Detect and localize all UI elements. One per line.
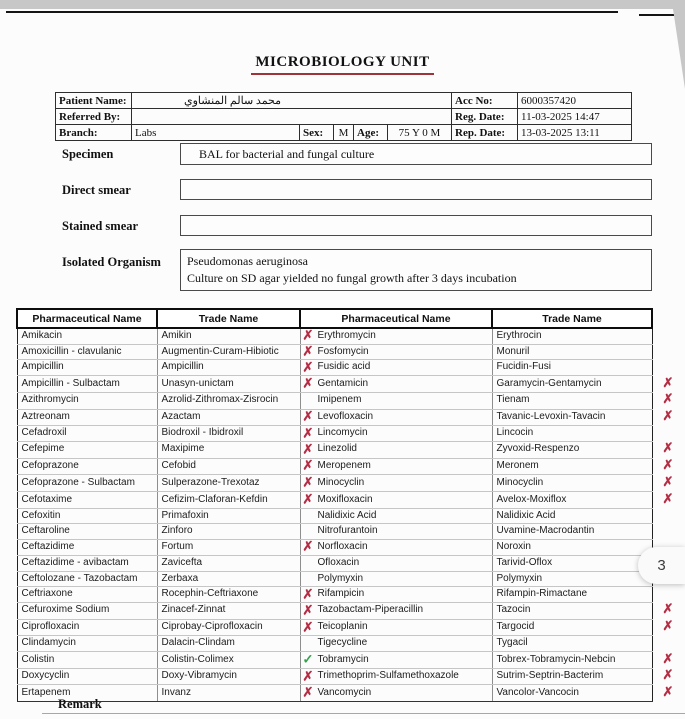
pharmaceutical-name-right-text: Gentamicin <box>317 377 369 389</box>
reg-date-value: 11-03-2025 14:47 <box>518 109 632 125</box>
antibiotic-row <box>17 360 681 376</box>
sex-value: M <box>334 125 354 141</box>
resistant-x-icon: ✗ <box>302 602 314 618</box>
edge-mark-cell <box>652 392 681 409</box>
pharmaceutical-name-left: Ceftriaxone <box>17 587 157 603</box>
pharmaceutical-name-left: Ertapenem <box>17 685 157 702</box>
resistant-x-icon: ✗ <box>302 359 314 375</box>
edge-mark-cell <box>652 328 681 344</box>
direct-smear-label: Direct smear <box>62 183 131 197</box>
antibiotic-row <box>17 492 681 509</box>
pharmaceutical-name-left: Cefepime <box>17 441 157 458</box>
pharmaceutical-name-right <box>300 409 492 426</box>
pharmaceutical-name-left: Doxycyclin <box>17 668 157 685</box>
trade-name-left: Rocephin-Ceftriaxone <box>157 587 300 603</box>
resistant-x-icon: ✗ <box>302 375 314 391</box>
resistant-x-icon: ✗ <box>662 668 674 683</box>
resistant-x-icon: ✗ <box>302 474 314 490</box>
edge-mark-cell <box>652 360 681 376</box>
trade-name-left: Ampicillin <box>157 360 300 376</box>
antibiotic-row <box>17 587 681 603</box>
trade-name-right: Tienam <box>492 392 652 409</box>
acc-no-value: 6000357420 <box>518 93 632 109</box>
trade-name-right: Tazocin <box>492 602 652 619</box>
page-title: MICROBIOLOGY UNIT <box>251 54 433 75</box>
pharmaceutical-name-right-text: Teicoplanin <box>317 621 368 633</box>
trade-name-left: Invanz <box>157 685 300 702</box>
resistant-x-icon: ✗ <box>662 684 674 699</box>
antibiotic-row <box>17 571 681 587</box>
isolated-organism-line2: Culture on SD agar yielded no fungal growth after 3 days incubation <box>187 271 517 285</box>
trade-name-left: Colistin-Colimex <box>157 652 300 669</box>
antibiotics-table-body <box>17 328 681 702</box>
antibiotic-row <box>17 376 681 393</box>
resistant-x-icon: ✗ <box>302 684 314 700</box>
antibiotic-row <box>17 458 681 475</box>
trade-name-right: Polymyxin <box>492 571 652 587</box>
pharmaceutical-name-left: Amikacin <box>17 328 157 344</box>
page-top-edge-line <box>6 11 618 13</box>
pharmaceutical-name-right <box>300 344 492 360</box>
patient-info-table <box>55 92 632 141</box>
referred-by-value <box>132 109 452 125</box>
acc-no-label: Acc No: <box>452 93 518 109</box>
rep-date-label: Rep. Date: <box>452 125 518 141</box>
pharmaceutical-name-left: Ceftazidime - avibactam <box>17 555 157 571</box>
pharmaceutical-name-right <box>300 652 492 669</box>
resistant-x-icon: ✗ <box>662 458 674 473</box>
trade-name-left: Amikin <box>157 328 300 344</box>
stained-smear-value-box <box>180 215 652 236</box>
antibiotics-header-row <box>17 309 681 328</box>
pharmaceutical-name-right <box>300 668 492 685</box>
resistant-x-icon: ✗ <box>302 458 314 474</box>
pharmaceutical-name-right <box>300 392 492 409</box>
reg-date-label: Reg. Date: <box>452 109 518 125</box>
antibiotic-row <box>17 426 681 442</box>
trade-name-left: Doxy-Vibramycin <box>157 668 300 685</box>
edge-mark-cell <box>652 668 681 685</box>
antibiotic-row <box>17 619 681 636</box>
resistant-x-icon: ✗ <box>662 602 674 617</box>
edge-mark-cell <box>652 426 681 442</box>
header-trade-left: Trade Name <box>157 309 300 328</box>
sensitive-check-icon: ✓ <box>302 651 314 667</box>
antibiotic-row <box>17 475 681 492</box>
resistant-x-icon: ✗ <box>302 441 314 457</box>
patient-row-3 <box>56 125 632 141</box>
trade-name-left: Azrolid-Zithromax-Zisrocin <box>157 392 300 409</box>
pharmaceutical-name-left: Cefoprazone - Sulbactam <box>17 475 157 492</box>
patient-name-value: محمد سالم المنشاوي <box>132 93 452 109</box>
patient-row-2 <box>56 109 632 125</box>
resistant-x-icon: ✗ <box>662 474 674 489</box>
trade-name-right: Uvamine-Macrodantin <box>492 524 652 540</box>
pharmaceutical-name-right-text: Levofloxacin <box>317 411 374 423</box>
trade-name-right: Tarivid-Oflox <box>492 555 652 571</box>
edge-mark-cell <box>652 619 681 636</box>
pharmaceutical-name-right-text: Ofloxacin <box>317 556 360 568</box>
scan-corner-shade <box>673 9 685 89</box>
antibiotic-row <box>17 540 681 556</box>
trade-name-left: Zinacef-Zinnat <box>157 602 300 619</box>
pharmaceutical-name-right-text: Tazobactam-Piperacillin <box>317 604 424 616</box>
edge-mark-cell <box>652 344 681 360</box>
antibiotic-row <box>17 685 681 702</box>
pharmaceutical-name-right <box>300 376 492 393</box>
resistant-x-icon: ✗ <box>302 409 314 425</box>
resistant-x-icon: ✗ <box>662 651 674 666</box>
pharmaceutical-name-right <box>300 587 492 603</box>
pharmaceutical-name-left: Cefoxitin <box>17 508 157 524</box>
specimen-label: Specimen <box>62 147 114 161</box>
antibiotic-row <box>17 441 681 458</box>
age-label: Age: <box>354 125 388 141</box>
trade-name-left: Augmentin-Curam-Hibiotic <box>157 344 300 360</box>
antibiotic-row <box>17 392 681 409</box>
header-trade-right: Trade Name <box>492 309 652 328</box>
pharmaceutical-name-left: Ampicillin - Sulbactam <box>17 376 157 393</box>
trade-name-right: Rifampin-Rimactane <box>492 587 652 603</box>
branch-value: Labs <box>132 125 300 141</box>
patient-row-1 <box>56 93 632 109</box>
isolated-organism-label: Isolated Organism <box>62 255 161 269</box>
pharmaceutical-name-left: Azithromycin <box>17 392 157 409</box>
edge-mark-cell <box>652 376 681 393</box>
pharmaceutical-name-left: Aztreonam <box>17 409 157 426</box>
antibiotic-row <box>17 508 681 524</box>
pharmaceutical-name-right-text: Imipenem <box>317 394 362 406</box>
pharmaceutical-name-left: Ceftolozane - Tazobactam <box>17 571 157 587</box>
pharmaceutical-name-right <box>300 555 492 571</box>
trade-name-right: Noroxin <box>492 540 652 556</box>
rep-date-value: 13-03-2025 13:11 <box>518 125 632 141</box>
edge-mark-cell <box>652 602 681 619</box>
trade-name-right: Avelox-Moxiflox <box>492 492 652 509</box>
referred-by-label: Referred By: <box>56 109 132 125</box>
pharmaceutical-name-left: Clindamycin <box>17 636 157 652</box>
pharmaceutical-name-right-text: Tigecycline <box>317 637 368 649</box>
pharmaceutical-name-right <box>300 619 492 636</box>
trade-name-right: Tobrex-Tobramycin-Nebcin <box>492 652 652 669</box>
trade-name-right: Vancolor-Vancocin <box>492 685 652 702</box>
trade-name-right: Monuril <box>492 344 652 360</box>
trade-name-left: Zerbaxa <box>157 571 300 587</box>
trade-name-right: Nalidixic Acid <box>492 508 652 524</box>
pharmaceutical-name-right <box>300 360 492 376</box>
edge-mark-cell <box>652 475 681 492</box>
edge-mark-cell <box>652 458 681 475</box>
trade-name-right: Tygacil <box>492 636 652 652</box>
pharmaceutical-name-right <box>300 540 492 556</box>
resistant-x-icon: ✗ <box>302 328 314 343</box>
pharmaceutical-name-right <box>300 636 492 652</box>
pharmaceutical-name-right-text: Polymyxin <box>317 572 364 584</box>
edge-mark-cell <box>652 587 681 603</box>
pharmaceutical-name-right-text: Linezolid <box>317 443 357 455</box>
trade-name-left: Ciprobay-Ciprofloxacin <box>157 619 300 636</box>
resistant-x-icon: ✗ <box>662 375 674 390</box>
trade-name-right: Sutrim-Septrin-Bacterim <box>492 668 652 685</box>
pharmaceutical-name-right-text: Nitrofurantoin <box>317 525 378 537</box>
pharmaceutical-name-right-text: Nalidixic Acid <box>317 509 377 521</box>
trade-name-right: Targocid <box>492 619 652 636</box>
pharmaceutical-name-right-text: Tobramycin <box>317 653 369 665</box>
trade-name-left: Cefizim-Claforan-Kefdin <box>157 492 300 509</box>
antibiotic-row <box>17 409 681 426</box>
edge-mark-cell <box>652 492 681 509</box>
pharmaceutical-name-right <box>300 524 492 540</box>
pharmaceutical-name-right-text: Meropenem <box>317 460 371 472</box>
pharmaceutical-name-right <box>300 571 492 587</box>
pharmaceutical-name-right-text: Minocyclin <box>317 476 365 488</box>
pharmaceutical-name-right <box>300 426 492 442</box>
trade-name-right: Meronem <box>492 458 652 475</box>
page-indicator-badge <box>638 547 685 584</box>
pharmaceutical-name-right <box>300 685 492 702</box>
page-bottom-edge-line <box>42 713 685 714</box>
pharmaceutical-name-right <box>300 475 492 492</box>
trade-name-right: Minocyclin <box>492 475 652 492</box>
remark-label: Remark <box>58 697 102 711</box>
pharmaceutical-name-right <box>300 328 492 344</box>
trade-name-left: Azactam <box>157 409 300 426</box>
edge-mark-cell <box>652 508 681 524</box>
resistant-x-icon: ✗ <box>662 491 674 506</box>
edge-mark-cell <box>652 409 681 426</box>
trade-name-left: Zavicefta <box>157 555 300 571</box>
resistant-x-icon: ✗ <box>662 392 674 407</box>
pharmaceutical-name-right-text: Erythromycin <box>317 330 376 341</box>
trade-name-left: Zinforo <box>157 524 300 540</box>
isolated-organism-value-box <box>180 249 652 291</box>
patient-name-label: Patient Name: <box>56 93 132 109</box>
direct-smear-value-box <box>180 179 652 200</box>
pharmaceutical-name-right-text: Trimethoprim-Sulfamethoxazole <box>317 670 459 682</box>
sex-label: Sex: <box>300 125 334 141</box>
resistant-x-icon: ✗ <box>302 586 314 602</box>
resistant-x-icon: ✗ <box>302 539 314 555</box>
pharmaceutical-name-right <box>300 458 492 475</box>
pharmaceutical-name-left: Colistin <box>17 652 157 669</box>
edge-mark-cell <box>652 636 681 652</box>
trade-name-right: Erythrocin <box>492 328 652 344</box>
pharmaceutical-name-right-text: Fusidic acid <box>317 361 371 373</box>
pharmaceutical-name-left: Ampicillin <box>17 360 157 376</box>
edge-mark-cell <box>652 524 681 540</box>
resistant-x-icon: ✗ <box>302 491 314 507</box>
resistant-x-icon: ✗ <box>302 619 314 635</box>
trade-name-right: Zyvoxid-Respenzo <box>492 441 652 458</box>
pharmaceutical-name-left: Ceftaroline <box>17 524 157 540</box>
page-indicator-number: 3 <box>657 557 666 574</box>
antibiotic-row <box>17 344 681 360</box>
edge-mark-cell <box>652 685 681 702</box>
header-pharmaceutical-right: Pharmaceutical Name <box>300 309 492 328</box>
pharmaceutical-name-right-text: Rifampicin <box>317 588 365 600</box>
stained-smear-label: Stained smear <box>62 219 139 233</box>
pharmaceutical-name-left: Cefuroxime Sodium <box>17 602 157 619</box>
edge-mark-cell <box>652 652 681 669</box>
branch-label: Branch: <box>56 125 132 141</box>
pharmaceutical-name-right-text: Moxifloxacin <box>317 493 373 505</box>
pharmaceutical-name-left: Cefoprazone <box>17 458 157 475</box>
pharmaceutical-name-right-text: Fosfomycin <box>317 345 369 357</box>
antibiotic-row <box>17 328 681 344</box>
pharmaceutical-name-right <box>300 508 492 524</box>
isolated-organism-line1: Pseudomonas aeruginosa <box>187 254 308 268</box>
trade-name-right: Tavanic-Levoxin-Tavacin <box>492 409 652 426</box>
resistant-x-icon: ✗ <box>302 668 314 684</box>
pharmaceutical-name-left: Amoxicillin - clavulanic <box>17 344 157 360</box>
trade-name-right: Fucidin-Fusi <box>492 360 652 376</box>
antibiotic-row <box>17 602 681 619</box>
trade-name-right: Lincocin <box>492 426 652 442</box>
trade-name-left: Primafoxin <box>157 508 300 524</box>
antibiotic-row <box>17 555 681 571</box>
pharmaceutical-name-right <box>300 492 492 509</box>
pharmaceutical-name-right <box>300 602 492 619</box>
resistant-x-icon: ✗ <box>662 619 674 634</box>
resistant-x-icon: ✗ <box>302 425 314 441</box>
trade-name-left: Unasyn-unictam <box>157 376 300 393</box>
trade-name-left: Sulperazone-Trexotaz <box>157 475 300 492</box>
antibiotic-row <box>17 636 681 652</box>
pharmaceutical-name-left: Cefotaxime <box>17 492 157 509</box>
trade-name-left: Biodroxil - Ibidroxil <box>157 426 300 442</box>
pharmaceutical-name-right-text: Lincomycin <box>317 427 368 439</box>
edge-mark-cell <box>652 441 681 458</box>
trade-name-right: Garamycin-Gentamycin <box>492 376 652 393</box>
trade-name-left: Fortum <box>157 540 300 556</box>
specimen-value-box: BAL for bacterial and fungal culture <box>180 143 652 165</box>
pharmaceutical-name-right-text: Norfloxacin <box>317 541 368 553</box>
antibiotic-row <box>17 524 681 540</box>
resistant-x-icon: ✗ <box>302 344 314 359</box>
report-page <box>0 9 685 719</box>
antibiotics-table <box>16 308 682 702</box>
resistant-x-icon: ✗ <box>662 441 674 456</box>
pharmaceutical-name-left: Ciprofloxacin <box>17 619 157 636</box>
antibiotic-row <box>17 652 681 669</box>
pharmaceutical-name-right-text: Vancomycin <box>317 686 372 698</box>
resistant-x-icon: ✗ <box>662 409 674 424</box>
trade-name-left: Maxipime <box>157 441 300 458</box>
trade-name-left: Dalacin-Clindam <box>157 636 300 652</box>
pharmaceutical-name-right <box>300 441 492 458</box>
pharmaceutical-name-left: Cefadroxil <box>17 426 157 442</box>
header-pharmaceutical-left: Pharmaceutical Name <box>17 309 157 328</box>
trade-name-left: Cefobid <box>157 458 300 475</box>
antibiotic-row <box>17 668 681 685</box>
pharmaceutical-name-left: Ceftazidime <box>17 540 157 556</box>
header-edge-marks <box>652 309 681 328</box>
age-value: 75 Y 0 M <box>388 125 452 141</box>
